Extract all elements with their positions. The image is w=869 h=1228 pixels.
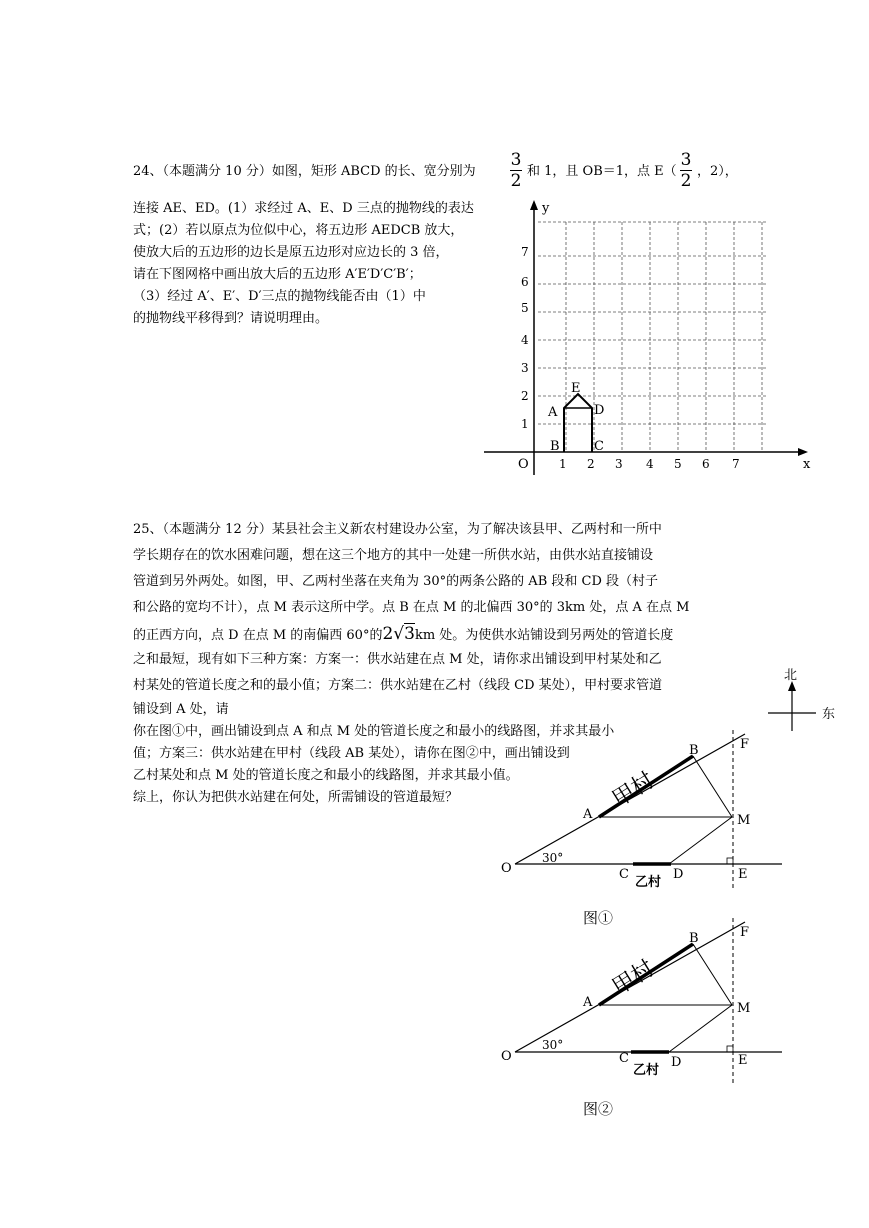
point-m-label: M (737, 1001, 751, 1016)
x-tick-labels (559, 457, 740, 471)
coordinate-grid-figure (470, 190, 820, 480)
x-tick-label: 2 (587, 457, 595, 471)
q25-line: 综上，你认为把供水站建在何处，所需铺设的管道最短？ (133, 790, 459, 805)
q25-line: 村某处的管道长度之和的最小值；方案二：供水站建在乙村（线段 CD 某处），甲村要求管道 (133, 678, 663, 693)
point-d-label: D (671, 1055, 682, 1070)
y-tick-label: 2 (521, 389, 529, 403)
point-m-label: M (737, 813, 751, 828)
q24-line: 请在下图网格中画出放大后的五边形 A′E′D′C′B′； (133, 267, 422, 282)
compass (760, 665, 845, 740)
q24-line1-part-a: 24、（本题满分 10 分）如图，矩形 ABCD 的长、宽分别为 (133, 164, 476, 179)
fraction-denominator: 2 (510, 171, 522, 191)
figure-1 (495, 730, 795, 930)
x-tick-label: 4 (646, 457, 654, 471)
y-tick-label: 1 (521, 417, 529, 431)
pentagon-aedcb (564, 394, 592, 452)
x-tick-label: 6 (702, 457, 710, 471)
compass-east-label: 东 (822, 707, 836, 722)
point-o-label: O (501, 861, 512, 876)
point-b-label: B (550, 439, 560, 454)
point-d-label: D (673, 867, 684, 882)
q24-line: 的抛物线平移得到？请说明理由。 (133, 311, 329, 326)
x-tick-label: 1 (559, 457, 567, 471)
point-d-label: D (594, 403, 605, 418)
x-axis-arrow-icon (798, 448, 808, 456)
village-b-label: 乙村 (635, 875, 662, 890)
village-a-label: 甲村 (608, 955, 659, 1001)
point-a-label: A (548, 405, 558, 420)
x-axis-label: x (803, 457, 811, 472)
q25-line: 25、（本题满分 12 分）某县社会主义新农村建设办公室，为了解决该县甲、乙两村和一所中 (133, 522, 662, 537)
q25-line5-part-b: km 处。为使供水站铺设到另两处的管道长度 (414, 628, 674, 643)
angle-label: 30° (542, 1038, 564, 1052)
q24-line1-part-c: ，2）， (697, 164, 738, 179)
point-c-label: C (619, 867, 629, 882)
right-angle-mark-icon (727, 1046, 733, 1052)
right-angle-mark-icon (727, 858, 733, 864)
q24-fraction-1 (510, 150, 522, 191)
point-c-label: C (619, 1051, 629, 1066)
q25-line: 和公路的宽均不计），点 M 表示这所中学。点 B 在点 M 的北偏西 30°的 3km 处，点 A 在点 M (133, 600, 690, 615)
fraction-denominator: 2 (680, 171, 692, 191)
q25-line: 铺设到 A 处，请 (133, 702, 229, 717)
point-o-label: O (501, 1049, 512, 1064)
point-c-label: C (594, 439, 604, 454)
x-tick-label: 3 (615, 457, 623, 471)
y-tick-label: 7 (521, 245, 529, 259)
y-tick-labels (521, 245, 529, 431)
q25-line: 之和最短，现有如下三种方案：方案一：供水站建在点 M 处，请你求出铺设到甲村某处和乙 (133, 652, 662, 667)
sqrt-coefficient: 2 (382, 624, 394, 644)
q25-line: 乙村某处和点 M 处的管道长度之和最小的线路图，并求其最小值。 (133, 768, 519, 783)
point-f-label: F (740, 737, 750, 752)
point-f-label: F (740, 925, 750, 940)
village-b-label: 乙村 (633, 1063, 660, 1078)
point-e-label: E (738, 1053, 748, 1068)
fraction-numerator: 3 (510, 150, 522, 170)
compass-north-label: 北 (784, 668, 798, 683)
point-b-label: B (689, 743, 699, 758)
y-tick-label: 5 (521, 301, 529, 315)
point-a-label: A (583, 995, 593, 1010)
q25-line: 你在图①中，画出铺设到点 A 和点 M 处的管道长度之和最小的线路图，并求其最小 (133, 724, 615, 739)
y-tick-label: 3 (521, 361, 529, 375)
segment-dm (669, 1005, 732, 1052)
q24-line: （3）经过 A′、E′、D′三点的抛物线能否由（1）中 (133, 289, 426, 304)
q25-line: 管道到另外两处。如图，甲、乙两村坐落在夹角为 30°的两条公路的 AB 段和 CD 段（村子 (133, 574, 659, 589)
figure-2-caption: 图② (583, 1100, 614, 1118)
q24-line: 连接 AE、ED。(1）求经过 A、E、D 三点的抛物线的表达 (133, 201, 474, 216)
q25-line5 (133, 624, 673, 646)
fraction-numerator: 3 (680, 150, 692, 170)
y-tick-label: 4 (521, 333, 529, 347)
segment-dm (669, 817, 732, 864)
x-tick-label: 5 (674, 457, 682, 471)
q24-line: 式；(2）若以原点为位似中心，将五边形 AEDCB 放大， (133, 223, 464, 238)
q24-line: 使放大后的五边形的边长是原五边形对应边长的 3 倍， (133, 245, 449, 260)
q24-fraction-2 (680, 150, 692, 191)
segment-bm (693, 756, 732, 817)
q25-line5-part-a: 的正西方向，点 D 在点 M 的南偏西 60°的 (133, 628, 383, 643)
q24-line1-part-b: 和 1，且 OB＝1，点 E（ (527, 164, 677, 179)
point-a-label: A (583, 807, 593, 822)
y-axis-arrow-icon (530, 200, 538, 210)
q25-line: 值；方案三：供水站建在甲村（线段 AB 某处），请你在图②中，画出铺设到 (133, 746, 570, 761)
grid-lines (538, 222, 766, 452)
point-e-label: E (738, 867, 748, 882)
figure-1-caption: 图① (583, 909, 614, 927)
point-e-label: E (571, 381, 581, 396)
segment-bm (693, 944, 732, 1005)
point-b-label: B (689, 931, 699, 946)
figure-2 (495, 918, 795, 1088)
q25-line: 学长期存在的饮水困难问题，想在这三个地方的其中一处建一所供水站，由供水站直接铺设 (133, 548, 654, 563)
origin-label: O (518, 457, 529, 472)
y-tick-label: 6 (521, 275, 529, 289)
sqrt-radicand: 3 (404, 624, 415, 644)
x-tick-label: 7 (732, 457, 740, 471)
village-a-label: 甲村 (608, 767, 659, 813)
sqrt-icon: √ (393, 624, 405, 644)
angle-label: 30° (542, 851, 564, 865)
y-axis-label: y (542, 201, 550, 216)
